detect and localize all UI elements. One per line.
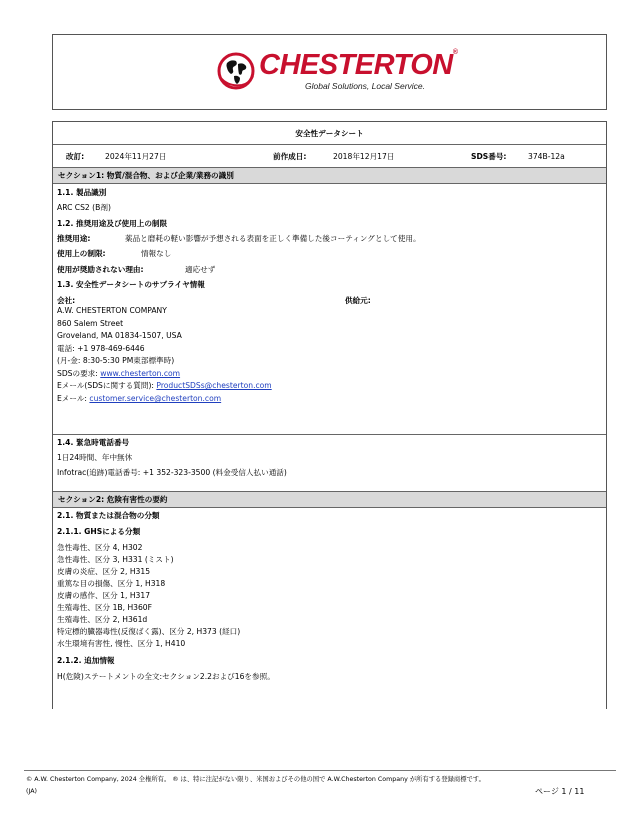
restriction-value: 情報なし xyxy=(141,249,172,258)
sds-number-label: SDS番号: xyxy=(471,152,507,161)
s14-line2: Infotrac(追跡)電話番号: +1 352-323-3500 (料金受信人払い通話) xyxy=(57,468,287,477)
recommended-use-label: 推奨用途: xyxy=(57,234,91,243)
s211-title: 2.1.1. GHSによる分類 xyxy=(57,527,141,536)
email-link[interactable]: customer.service@chesterton.com xyxy=(89,394,222,403)
page-number: ページ 1 / 11 xyxy=(535,787,585,796)
sds-sheet xyxy=(52,121,607,709)
s13-title: 1.3. 安全性データシートのサプライヤ情報 xyxy=(57,280,205,289)
s14-line1: 1日24時間、年中無休 xyxy=(57,453,133,462)
footer-divider xyxy=(24,770,616,771)
address-line: A.W. CHESTERTON COMPANY xyxy=(57,306,167,315)
section2-heading: セクション2: 危険有害性の要約 xyxy=(58,495,168,504)
hours-line: (月-金: 8:30-5:30 PM東部標準時) xyxy=(57,356,175,365)
sds-number: 374B-12a xyxy=(528,152,565,161)
email-line: Eメール: customer.service@chesterton.com xyxy=(57,394,222,403)
classification-item: 皮膚の炎症、区分 2, H315 xyxy=(57,567,151,576)
logo-header xyxy=(52,34,607,110)
brand-name: CHESTERTON® xyxy=(259,49,458,81)
chesterton-logo xyxy=(216,51,456,95)
section2-header xyxy=(53,491,606,507)
classification-item: 急性毒性、区分 3, H331 (ミスト) xyxy=(57,555,174,564)
email-sds-link[interactable]: ProductSDSs@chesterton.com xyxy=(156,381,272,390)
s212-title: 2.1.2. 追加情報 xyxy=(57,656,115,665)
reason-value: 適応せず xyxy=(185,265,216,274)
section1-header xyxy=(53,167,606,183)
classification-item: 生殖毒性、区分 2, H361d xyxy=(57,615,148,624)
classification-item: 皮膚の感作、区分 1, H317 xyxy=(57,591,151,600)
doc-title: 安全性データシート xyxy=(295,129,364,138)
classification-item: 急性毒性、区分 4, H302 xyxy=(57,543,143,552)
footer-copyright: © A.W. Chesterton Company, 2024 全権所有。 ® は、特に注記がない限り、米国およびその他の国で A.W.Chesterton Company が所有する登録商標です。 xyxy=(26,776,485,783)
restriction-label: 使用上の制限: xyxy=(57,249,106,258)
brand-tagline: Global Solutions, Local Service. xyxy=(305,81,426,91)
footer-language: (JA) xyxy=(26,788,37,795)
sds-request-line: SDSの要求: www.chesterton.com xyxy=(57,369,181,378)
address-line: 860 Salem Street xyxy=(57,319,124,328)
doc-meta-row xyxy=(53,144,606,167)
address-line: Groveland, MA 01834-1507, USA xyxy=(57,331,182,340)
section1-heading: セクション1: 物質/混合物、および企業/業務の識別 xyxy=(58,171,234,180)
product-name: ARC CS2 (B剤) xyxy=(57,203,111,212)
s11-title: 1.1. 製品識別 xyxy=(57,188,107,197)
s12-title: 1.2. 推奨用途及び使用上の制限 xyxy=(57,219,168,228)
phone-line: 電話: +1 978-469-6446 xyxy=(57,344,145,353)
classification-item: 水生環境有害性, 慢性、区分 1, H410 xyxy=(57,639,186,648)
globe-icon xyxy=(216,51,256,91)
classification-item: 重篤な目の損傷、区分 1, H318 xyxy=(57,579,166,588)
classification-item: 特定標的臓器毒性(反復ばく露)、区分 2, H373 (経口) xyxy=(57,627,241,636)
section2-body xyxy=(53,507,606,709)
section1-body xyxy=(53,183,606,453)
sds-request-link[interactable]: www.chesterton.com xyxy=(100,369,181,378)
prev-date: 2018年12月17日 xyxy=(333,152,395,161)
supplier-label: 供給元: xyxy=(345,296,371,305)
email-sds-line: Eメール(SDSに関する質問): ProductSDSs@chesterton.com xyxy=(57,381,272,390)
s14-title: 1.4. 緊急時電話番号 xyxy=(57,438,130,447)
recommended-use-value: 薬品と磨耗の軽い影響が予想される表面を正しく準備した後コーティングとして使用。 xyxy=(125,234,421,243)
s21-title: 2.1. 物質または混合物の分類 xyxy=(57,511,160,520)
emergency-section xyxy=(53,434,606,491)
prev-date-label: 前作成日: xyxy=(273,152,307,161)
revision-label: 改訂: xyxy=(66,152,85,161)
doc-title-row xyxy=(53,122,606,144)
company-label: 会社: xyxy=(57,296,76,305)
classification-item: 生殖毒性、区分 1B, H360F xyxy=(57,603,153,612)
s212-text: H(危険)ステートメントの全文:セクション2.2および16を参照。 xyxy=(57,672,275,681)
reason-label: 使用が奨励されない理由: xyxy=(57,265,144,274)
revision-date: 2024年11月27日 xyxy=(105,152,167,161)
